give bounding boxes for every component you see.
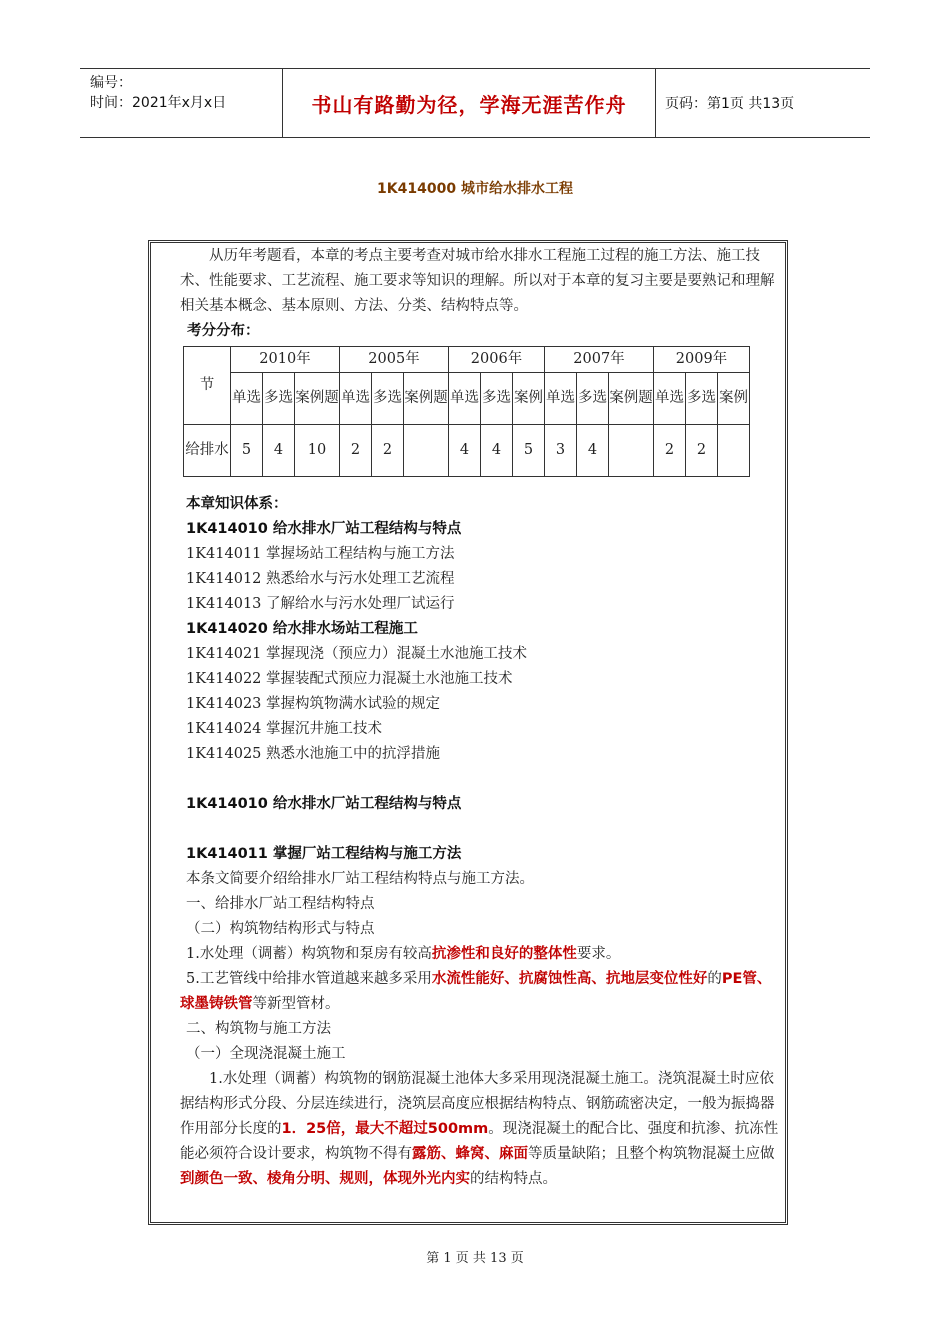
body-line: （二）构筑物结构形式与特点 [186,921,375,937]
year-header: 2007年 [545,347,654,373]
year-header: 2009年 [654,347,750,373]
score-cell [609,425,654,477]
score-table [183,346,750,477]
year-header: 2010年 [231,347,340,373]
score-cell: 4 [481,425,513,477]
score-cell: 10 [295,425,340,477]
document-title: 1K414000 城市给水排水工程 [377,181,573,197]
highlight-text: 到颜色一致、棱角分明、规则，体现外光内实 [180,1171,470,1187]
score-cell: 4 [449,425,481,477]
sub-header: 案例题 [609,373,654,425]
body-line: （一）全现浇混凝土施工 [186,1046,346,1062]
sub-header: 多选 [372,373,404,425]
knowledge-item: 1K414012 熟悉给水与污水处理工艺流程 [186,571,455,587]
body-line: 一、给排水厂站工程结构特点 [186,896,375,912]
sub-header: 单选 [340,373,372,425]
header-page-info: 页码：第1页 共13页 [665,96,795,112]
year-header: 2006年 [449,347,545,373]
sub-header: 多选 [577,373,609,425]
sub-header: 多选 [481,373,513,425]
sub-header: 单选 [545,373,577,425]
row-label: 给排水 [184,425,231,477]
sub-header: 案例题 [295,373,340,425]
knowledge-item: 1K414024 掌握沉井施工技术 [186,721,383,737]
knowledge-item: 1K414021 掌握现浇（预应力）混凝土水池施工技术 [186,646,528,662]
intro-paragraph: 从历年考题看，本章的考点主要考查对城市给水排水工程施工过程的施工方法、施工技术、性能要求、工艺流程、施工要求等知识的理解。所以对于本章的复习主要是要熟记和理解相关基本概念、基本原则、方法、分类、结构特点等。 [180,248,775,314]
section-header-cell: 节 [184,347,231,425]
knowledge-item: 1K414011 掌握场站工程结构与施工方法 [186,546,455,562]
sub-header: 单选 [449,373,481,425]
sub-header: 多选 [686,373,718,425]
score-cell: 4 [263,425,295,477]
knowledge-list [180,517,780,767]
knowledge-item: 1K414023 掌握构筑物满水试验的规定 [186,696,441,712]
sub-header: 案例题 [404,373,449,425]
sub-header: 单选 [654,373,686,425]
subsection-heading: 1K414011 掌握厂站工程结构与施工方法 [186,846,462,862]
body-line: 本条文简要介绍给排水厂站工程结构特点与施工方法。 [186,871,534,887]
knowledge-item: 1K414013 了解给水与污水处理厂试运行 [186,596,455,612]
score-cell: 2 [654,425,686,477]
score-cell: 3 [545,425,577,477]
body-line: 二、构筑物与施工方法 [186,1021,331,1037]
knowledge-item: 1K414022 掌握装配式预应力混凝土水池施工技术 [186,671,513,687]
header-motto: 书山有路勤为径，学海无涯苦作舟 [282,69,656,137]
sub-header: 多选 [263,373,295,425]
score-cell: 2 [340,425,372,477]
page-header [80,68,870,138]
highlight-text: 露筋、蜂窝、麻面 [412,1146,528,1162]
highlight-text: 抗渗性和良好的整体性 [431,946,577,962]
code-label: 编号： [90,75,132,91]
year-header: 2005年 [340,347,449,373]
body-paragraph: 1.水处理（调蓄）构筑物和泵房有较高抗渗性和良好的整体性要求。 [186,946,621,962]
page-footer: 第 1 页 共 13 页 [426,1251,524,1266]
content-frame [148,240,788,1225]
score-cell [404,425,449,477]
time-label: 时间：2021年x月x日 [90,95,227,111]
score-cell: 5 [231,425,263,477]
highlight-text: 水流性能好、抗腐蚀性高、抗地层变位性好 [431,971,708,987]
header-meta [90,73,226,113]
sub-header: 单选 [231,373,263,425]
body-paragraph: 1.水处理（调蓄）构筑物的钢筋混凝土池体大多采用现浇混凝土施工。浇筑混凝土时应依据结构形式分段、分层连续进行，浇筑层高度应根据结构特点、钢筋疏密决定，一般为振捣器作用部分长度的1．25倍，最大不超过500mm。现浇混凝土的配合比、强度和抗渗、抗冻性能必须符合设计要求，构筑物不得有露筋、蜂窝、麻面等质量缺陷；且整个构筑物混凝土应做到颜色一致、棱角分明、规则，体现外光内实的结构特点。 [180,1071,779,1187]
body-paragraph: 5.工艺管线中给排水管道越来越多采用水流性能好、抗腐蚀性高、抗地层变位性好的PE管、球墨铸铁管等新型管材。 [180,971,772,1012]
score-cell [718,425,750,477]
knowledge-label: 本章知识体系： [186,496,288,512]
sub-header: 案例 [718,373,750,425]
section-heading: 1K414010 给水排水厂站工程结构与特点 [186,796,462,812]
knowledge-section-item: 1K414020 给水排水场站工程施工 [186,621,418,637]
score-cell: 4 [577,425,609,477]
score-cell: 2 [686,425,718,477]
knowledge-section-item: 1K414010 给水排水厂站工程结构与特点 [186,521,462,537]
sub-header: 案例 [513,373,545,425]
score-cell: 2 [372,425,404,477]
highlight-text: PE管、球墨铸铁管 [180,971,772,1012]
highlight-text: 1．25倍，最大不超过500mm [281,1121,489,1137]
score-label: 考分分布： [187,323,260,339]
score-cell: 5 [513,425,545,477]
content-body [180,244,780,1192]
knowledge-item: 1K414025 熟悉水池施工中的抗浮措施 [186,746,441,762]
